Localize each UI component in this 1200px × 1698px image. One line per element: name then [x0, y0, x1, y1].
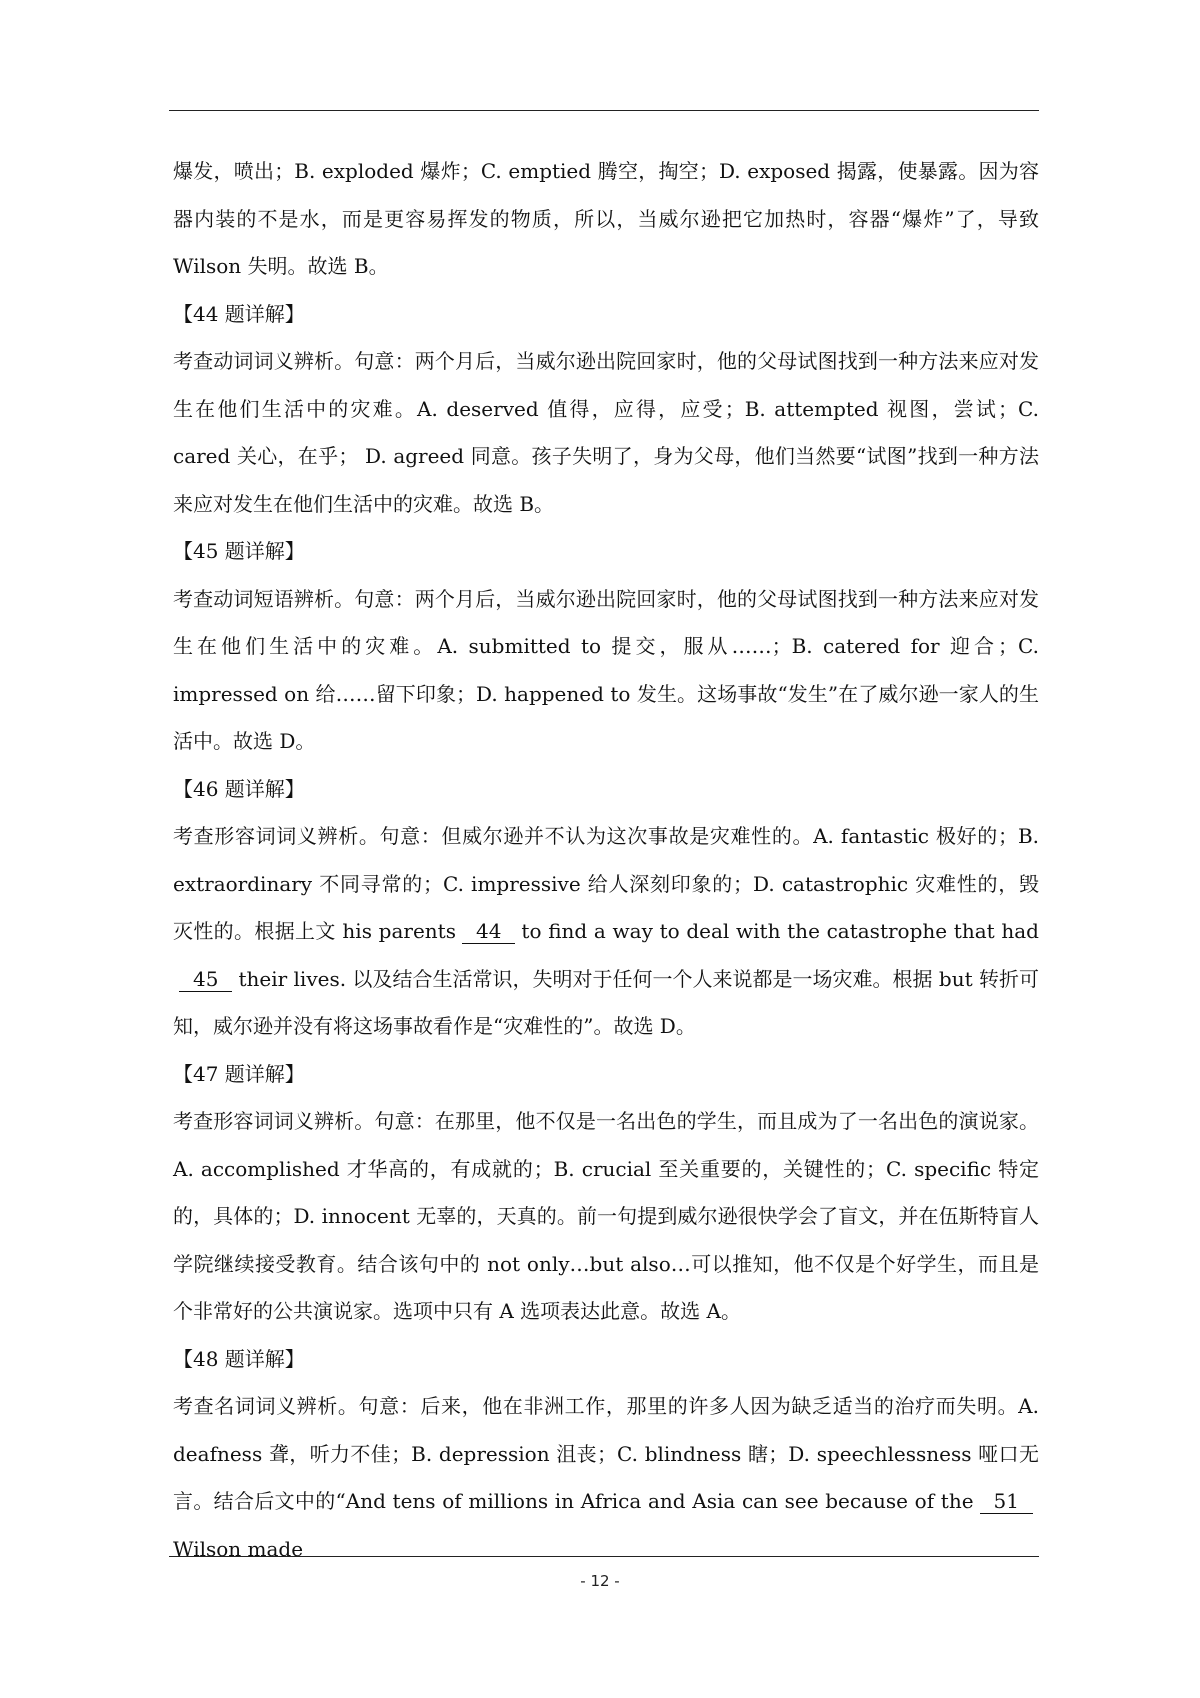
paragraph-46 [173, 813, 1039, 1051]
heading-46: 【46 题详解】 [173, 776, 305, 801]
paragraph-46-part-b: to find a way to deal with the catastrophe that had [521, 919, 1039, 943]
page-number: - 12 - [580, 1572, 620, 1590]
paragraph-44: 考查动词词义辨析。句意：两个月后，当威尔逊出院回家时，他的父母试图找到一种方法来应对发生在他们生活中的灾难。A. deserved 值得，应得，应受；B. attempted 视图，尝试；C. cared 关心，在乎； D. agreed 同意。孩子失明了，身为父母，他们当然要“试图”找到一种方法来应对发生在他们生活中的灾难。故选 B。 [173, 349, 1039, 516]
paragraph-47: 考查形容词词义辨析。句意：在那里，他不仅是一名出色的学生，而且成为了一名出色的演说家。A. accomplished 才华高的，有成就的；B. crucial 至关重要的，关键性的；C. specific 特定的，具体的；D. innocent 无辜的，天真的。前一句提到威尔逊很快学会了盲文，并在伍斯特盲人学院继续接受教育。结合该句中的 not only…but also…可以推知，他不仅是个好学生，而且是个非常好的公共演说家。选项中只有 A 选项表达此意。故选 A。 [173, 1109, 1039, 1323]
paragraph-43-continued: 爆发，喷出；B. exploded 爆炸；C. emptied 腾空，掏空；D. exposed 揭露，使暴露。因为容器内装的不是水，而是更容易挥发的物质，所以，当威尔逊把它加热时，容器“爆炸”了，导致 Wilson 失明。故选 B。 [173, 159, 1039, 278]
blank-44: 44 [462, 919, 515, 944]
header-rule [169, 110, 1039, 111]
paragraph-45: 考查动词短语辨析。句意：两个月后，当威尔逊出院回家时，他的父母试图找到一种方法来应对发生在他们生活中的灾难。A. submitted to 提交，服从……；B. catered for 迎合；C. impressed on 给……留下印象；D. happened to 发生。这场事故“发生”在了威尔逊一家人的生活中。故选 D。 [173, 586, 1039, 753]
paragraph-48-part-b: Wilson made [173, 1536, 304, 1561]
document-body [173, 148, 1039, 1573]
paragraph-46-part-a: 考查形容词词义辨析。句意：但威尔逊并不认为这次事故是灾难性的。A. fantastic 极好的；B. extraordinary 不同寻常的；C. impressive 给人深刻印象的；D. catastrophic 灾难性的，毁灭性的。根据上文 his parents [173, 824, 1039, 943]
heading-47: 【47 题详解】 [173, 1061, 305, 1086]
blank-45: 45 [179, 967, 232, 992]
heading-48: 【48 题详解】 [173, 1346, 305, 1371]
paragraph-48 [173, 1383, 1039, 1573]
paragraph-48-part-a: 考查名词词义辨析。句意：后来，他在非洲工作，那里的许多人因为缺乏适当的治疗而失明。A. deafness 聋，听力不佳；B. depression 沮丧；C. blindness 瞎；D. speechlessness 哑口无言。结合后文中的“And tens of millions in Africa and Asia can see because of the [173, 1394, 1039, 1513]
paragraph-46-part-c: their lives. 以及结合生活常识，失明对于任何一个人来说都是一场灾难。根据 but 转折可知，威尔逊并没有将这场事故看作是“灾难性的”。故选 D。 [173, 966, 1039, 1038]
footer-rule [169, 1556, 1039, 1557]
heading-44: 【44 题详解】 [173, 301, 305, 326]
blank-51: 51 [980, 1489, 1033, 1514]
heading-45: 【45 题详解】 [173, 539, 305, 563]
